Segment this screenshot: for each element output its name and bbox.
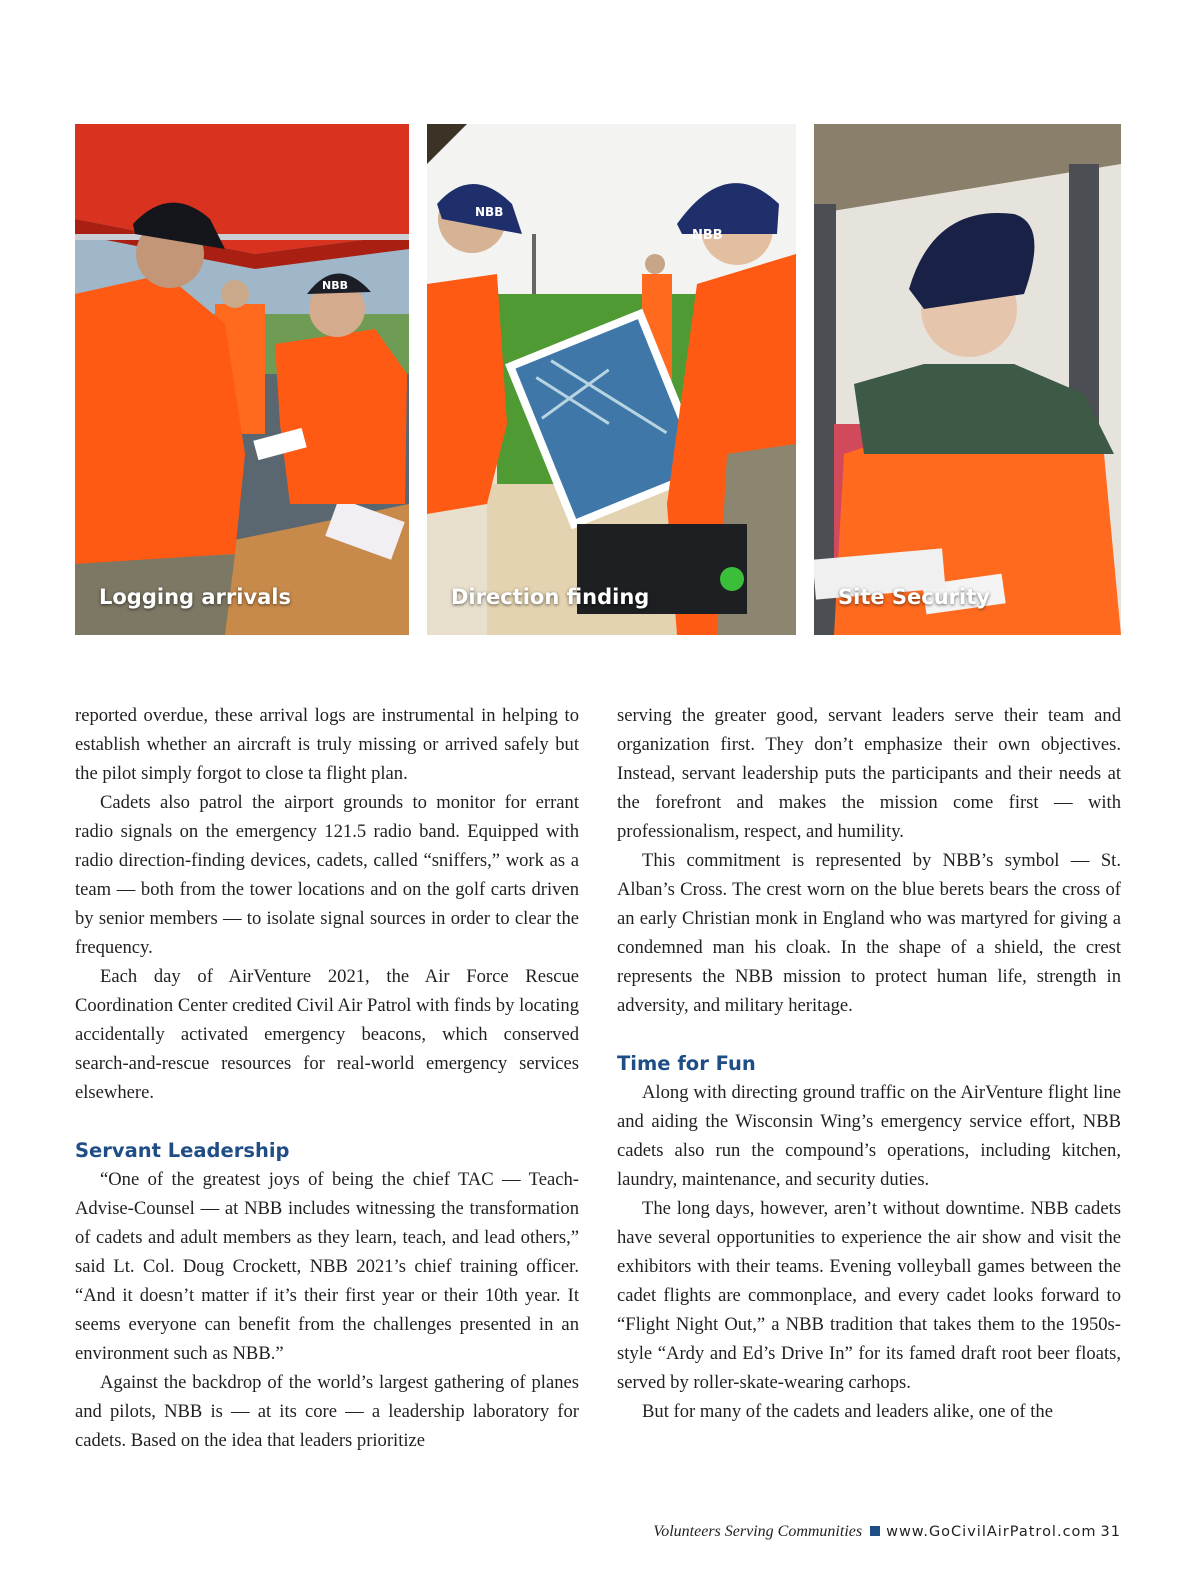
photo-logging-arrivals-image [75, 124, 409, 635]
photo-direction-finding-image [427, 124, 796, 635]
photo-strip [75, 124, 1121, 635]
photo-logging-arrivals [75, 124, 409, 635]
photo-site-security [814, 124, 1121, 635]
paragraph: Each day of AirVenture 2021, the Air Force Rescue Coordination Center credited Civil Air Patrol with finds by locating accidentally activated emergency beacons, which conserved search-and-rescue resources for real-world emergency services elsewhere. [75, 966, 579, 1103]
photo-caption: Direction finding [451, 585, 650, 609]
page-number: 31 [1100, 1524, 1121, 1540]
paragraph: “One of the greatest joys of being the chief TAC — Teach-Advise-Counsel — at NBB includes witnessing the transformation of cadets and adult members as they learn, teach, and lead others,” said Lt. Col. Doug Crockett, NBB 2021’s chief training officer. “And it doesn’t matter if it’s their first year or their 10th year. It seems everyone can benefit from the challenges presented in an environment such as NBB.” [75, 1169, 579, 1364]
photo-direction-finding [427, 124, 796, 635]
paragraph: This commitment is represented by NBB’s symbol — St. Alban’s Cross. The crest worn on the blue berets bears the cross of an early Christian monk in England who was martyred for giving a condemned man his cloak. In the shape of a shield, the crest represents the NBB mission to protect human life, strength in adversity, and military heritage. [617, 850, 1121, 1016]
page-footer [653, 1523, 1121, 1541]
photo-caption: Logging arrivals [99, 585, 292, 609]
section-heading-servant-leadership: Servant Leadership [75, 1139, 290, 1162]
paragraph: Along with directing ground traffic on the AirVenture flight line and aiding the Wisconsin Wing’s emergency service effort, NBB cadets also run the compound’s operations, including kitchen, laundry, maintenance, and security duties. [617, 1082, 1121, 1190]
photo-caption: Site Security [838, 585, 990, 609]
paragraph: The long days, however, aren’t without downtime. NBB cadets have several opportunities to experience the air show and visit the exhibitors with their teams. Evening volleyball games between the cadet flights are commonplace, and every cadet looks forward to “Flight Night Out,” a NBB tradition that takes them to the 1950s-style “Ardy and Ed’s Drive In” for its famed draft root beer floats, served by roller-skate-wearing carhops. [617, 1198, 1121, 1393]
article-column-right [617, 701, 1121, 1426]
cap-logo-label: NBB [475, 205, 504, 219]
square-bullet-icon [870, 1526, 880, 1536]
paragraph: reported overdue, these arrival logs are instrumental in helping to establish whether an aircraft is truly missing or arrived safely but the pilot simply forgot to close ta flight plan. [75, 705, 579, 784]
footer-url[interactable]: www.GoCivilAirPatrol.com [886, 1524, 1097, 1540]
paragraph: Cadets also patrol the airport grounds to monitor for errant radio signals on the emergency 121.5 radio band. Equipped with radio direction-finding devices, cadets, called “sniffers,” work as a team — both from the tower locations and on the golf carts driven by senior members — to isolate signal sources in order to clear the frequency. [75, 792, 579, 958]
section-heading-time-for-fun: Time for Fun [617, 1052, 756, 1075]
photo-site-security-image [814, 124, 1121, 635]
footer-tagline: Volunteers Serving Communities [653, 1523, 863, 1540]
article-column-left [75, 701, 579, 1455]
cap-logo-label: NBB [692, 228, 723, 243]
paragraph: But for many of the cadets and leaders alike, one of the [642, 1401, 1053, 1422]
paragraph: serving the greater good, servant leaders serve their team and organization first. They don’t emphasize their own objectives. Instead, servant leadership puts the participants and their needs at the forefront and makes the mission come first — with professionalism, respect, and humility. [617, 705, 1121, 842]
cap-logo-label: NBB [322, 279, 348, 292]
paragraph: Against the backdrop of the world’s largest gathering of planes and pilots, NBB is — at its core — a leadership laboratory for cadets. Based on the idea that leaders prioritize [75, 1372, 579, 1451]
